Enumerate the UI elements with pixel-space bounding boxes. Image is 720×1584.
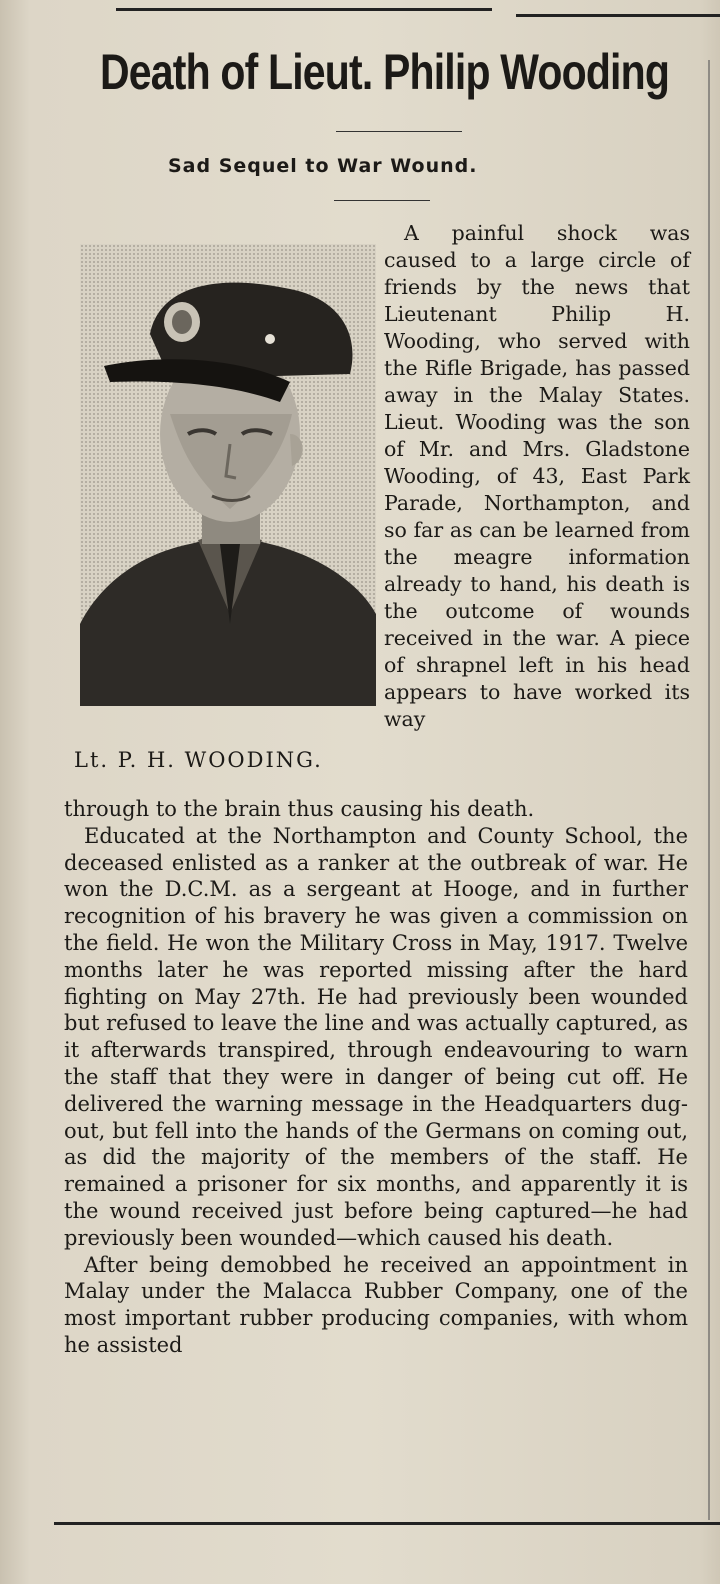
portrait-photo — [80, 244, 376, 706]
article-body — [64, 796, 688, 1359]
headline: Death of Lieut. Philip Wooding — [100, 44, 670, 100]
paragraph-2: Educated at the Northampton and County School, the deceased enlisted as a ranker at the outbreak of war. He won the D.C.M. as a sergeant at Hooge, and in further recognition of his bravery he was given a commission on the field. He won the Military Cross in May, 1917. Twelve months later he was reported missing after the hard fighting on May 27th. He had previously been wounded but refused to leave the line and was actually captured, as it afterwards transpired, through endeavouring to warn the staff that they were in danger of being cut off. He delivered the warning message in the Headquarters dug-out, but fell into the hands of the Germans on coming out, as did the majority of the members of the staff. He remained a prisoner for six months, and apparently it is the wound received just before being captured—he had previously been wounded—which caused his death. — [64, 823, 688, 1250]
top-rule — [116, 8, 492, 11]
article-column-text — [384, 220, 690, 733]
divider-rule — [334, 200, 430, 201]
subheadline: Sad Sequel to War Wound. — [168, 155, 478, 177]
top-rule-right — [516, 14, 720, 17]
column-rule — [708, 60, 710, 1520]
divider-rule — [336, 131, 462, 132]
paragraph-3: After being demobbed he received an appointment in Malay under the Malacca Rubber Company, one of the most important rubber producing companies, with whom he assisted — [64, 1252, 688, 1357]
paragraph-1: A painful shock was caused to a large circle of friends by the news that Lieutenant Philip H. Wooding, who served with the Rifle Brigade, has passed away in the Malay States. Lieut. Wooding was the son of Mr. and Mrs. Gladstone Wooding, of 43, East Park Parade, Northampton, and so far as can be learned from the meagre information already to hand, his death is the outcome of wounds received in the war. A piece of shrapnel left in his head appears to have worked its way — [384, 221, 690, 731]
photo-caption: Lt. P. H. WOODING. — [74, 748, 323, 772]
paragraph-1-continued: through to the brain thus causing his death. — [64, 797, 535, 821]
bottom-rule — [54, 1522, 720, 1525]
